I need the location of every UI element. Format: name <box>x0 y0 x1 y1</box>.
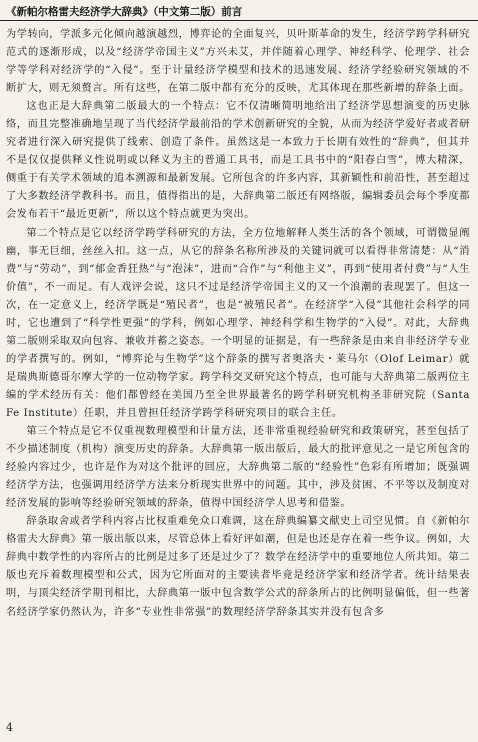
header-rule <box>0 20 478 21</box>
paragraph-2: 这也正是大辞典第二版最大的一个特点：它不仅清晰简明地给出了经济学思想演变的历史脉络，而且完整准确地呈现了当代经济学最前沿的学术创新研究的全貌，从而为经济学爱好者或者研究者进行深入研究提供了线索、创造了条件。虽然这是一本致力于长期有效性的“辞典”，但其并不是仅仅提供释义性说明或以释义为主的普通工具书，而是工具书中的“阳春白雪”，博大精深，侧重于有关学术领域的追本溯源和最新发展。它所包含的许多内容，其新颖性和前沿性，甚至超过了大多数经济学教科书。而且，值得指出的是，大辞典第二版还有网络版，编辑委员会每个季度都会发布若干“最近更新”，所以这个特点就更为突出。 <box>6 101 470 221</box>
paragraph-4: 第三个特点是它不仅重视数理模型和计量方法，还非常重视经验研究和政策研究，甚至包括了不少描述制度（机构）演变历史的辞条。大辞典第一版出版后，最大的批评意见之一是它所包含的经验内容过少，也许是作为对这个批评的回应，大辞典第二版的“经验性”色彩有所增加；既强调经济学方法，也强调用经济学方法来分析现实世界中的问题。其中，涉及贫困、不平等以及制度对经济发展的影响等经验研究领域的辞条，值得中国经济学人思考和借鉴。 <box>6 426 470 510</box>
running-header: 《新帕尔格雷夫经济学大辞典》（中文第二版）前言 <box>6 6 243 18</box>
body-text <box>6 26 470 622</box>
paragraph-1: 为学转向，学派多元化倾向越演越烈，博弈论的全面复兴，贝叶斯革命的发生，经济学跨学科研究范式的逐渐形成，以及“经济学帝国主义”方兴未艾，并伴随着心理学、神经科学、伦理学、社会学等学科对经济学的“入侵”。至于计量经济学模型和技术的迅速发展、经济学经验研究领域的不断扩大，则无须赘言。所有这些，在第二版中都有充分的反映，尤其体现在那些新增的辞条上面。 <box>6 29 470 95</box>
paragraph-5: 辞条取舍或者学科内容占比权重难免众口难调，这在辞典编纂文献史上司空见惯。自《新帕尔格雷夫大辞典》第一版出版以来，尽管总体上看好评如潮，但是也还是存在着一些争议。例如，大辞典中数学性的内容所占的比例是过多了还是过少了？数学在经济学中的重要地位人所共知。第二版也充斥着数理模型和公式，因为它所面对的主要读者毕竟是经济学家和经济学者。统计结果表明，与顶尖经济学期刊相比，大辞典第一版中包含数学公式的辞条所占的比例明显偏低，但一些著名经济学家仍然认为，许多“专业性非常强”的数理经济学辞条其实并没有包含多 <box>6 516 470 618</box>
paragraph-3: 第二个特点是它以经济学跨学科研究的方法，全方位地解释人类生活的各个领域，可谓微显阐幽，事无巨细，丝丝入扣。这一点，从它的辞条名称所涉及的关键词就可以看得非常清楚：从“消费”与“劳动”，到“郁金香狂热”与“泡沫”，进而“合作”与“利他主义”，再到“使用者付费”与“人生价值”，不一而足。有人戏评会说，这只不过是经济学帝国主义的又一个浪潮的表现罢了。但这一次，在一定意义上，经济学既是“殖民者”，也是“被殖民者”。在经济学“入侵”其他社会科学的同时，它也遭到了“科学性更强”的学科，例如心理学、神经科学和生物学的“入侵”。对此，大辞典第二版则采取双向包容、兼收并蓄之姿态。一个明显的证据是，有一些辞条是由来自非经济学专业的学者撰写的。例如，“博弈论与生物学”这个辞条的撰写者奥洛夫・莱马尔（Olof Leimar）就是瑞典斯德哥尔摩大学的一位动物学家。跨学科交叉研究这个特点，也可能与大辞典第二版两位主编的学术经历有关：他们都曾经在美国乃至全世界最著名的跨学科研究机构圣菲研究院（Santa Fe Institute）任职，并且曾担任经济学跨学科研究项目的联合主任。 <box>6 227 470 419</box>
page-number: 4 <box>6 721 13 734</box>
